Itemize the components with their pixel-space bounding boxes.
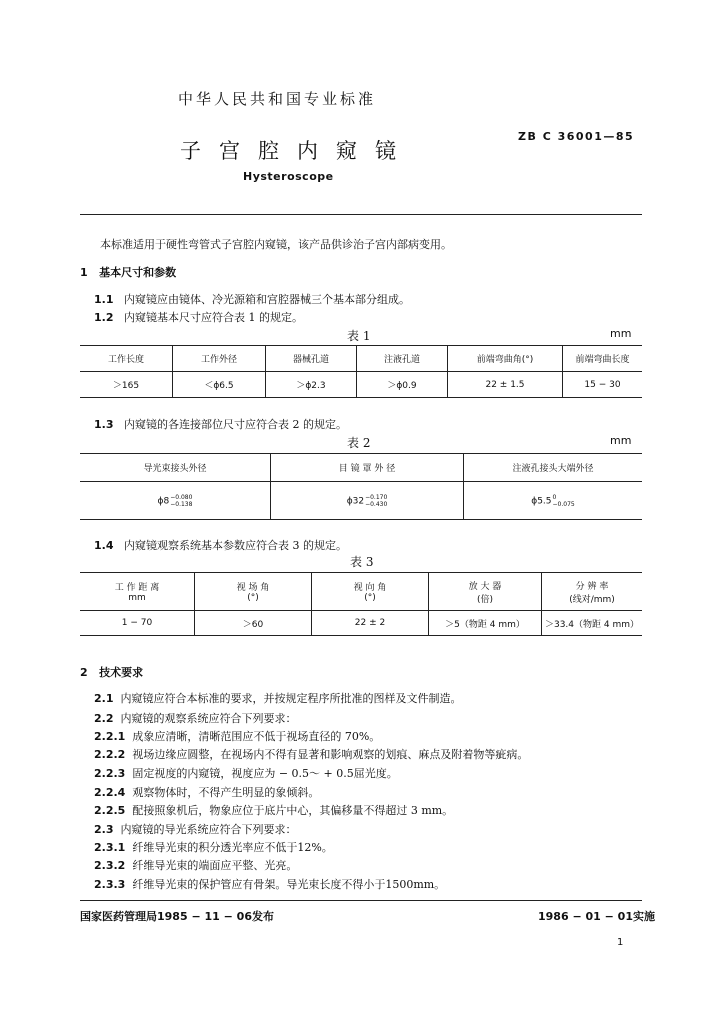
table-cell xyxy=(464,482,643,520)
table-header-cell xyxy=(80,573,195,611)
clause-item xyxy=(94,765,398,781)
table-3-caption: 表 3 xyxy=(350,555,374,569)
intro-paragraph: 本标准适用于硬性弯管式子宫腔内窥镜，该产品供诊治子宫内部病变用。 xyxy=(100,238,452,251)
table-header-cell xyxy=(195,573,312,611)
header-label: 分 辨 率 xyxy=(575,581,609,592)
clause-text: 纤维导光束的积分透光率应不低于12%。 xyxy=(132,841,333,854)
clause-number: 2.2.1 xyxy=(94,730,126,743)
clause-text: 内窥镜基本尺寸应符合表 1 的规定。 xyxy=(124,311,303,324)
table-1-caption: 表 1 xyxy=(347,329,371,343)
clause-number: 2.3.2 xyxy=(94,859,126,872)
lower-deviation: −0.075 xyxy=(552,500,575,508)
clause-text: 配接照象机后，物象应位于底片中心，其偏移量不得超过 3 mm。 xyxy=(132,804,454,817)
table-1 xyxy=(80,345,642,398)
clause-text: 内窥镜的观察系统应符合下列要求： xyxy=(120,712,297,725)
clause-item xyxy=(94,690,462,706)
clause-text: 纤维导光束的保护管应有骨架。导光束长度不得小于1500mm。 xyxy=(132,878,446,891)
clause-1-4 xyxy=(94,537,347,553)
table-2-caption: 表 2 xyxy=(347,436,371,450)
header-divider xyxy=(80,214,642,215)
table-row xyxy=(80,611,642,636)
header-label: 视 场 角 xyxy=(236,583,270,593)
table-header-row xyxy=(80,573,642,611)
clause-item xyxy=(94,876,445,892)
clause-number: 2.3.1 xyxy=(94,841,126,854)
clause-number: 1.3 xyxy=(94,418,114,431)
table-row xyxy=(80,482,642,520)
clause-item xyxy=(94,710,297,726)
section-2-heading xyxy=(80,664,143,680)
issue-date: 国家医药管理局1985 − 11 − 06发布 xyxy=(80,910,274,923)
table-header-cell: 工作长度 xyxy=(80,346,173,372)
section-number: 2 xyxy=(80,666,88,679)
nominal-diameter: ϕ8 xyxy=(157,496,170,506)
table-1-unit: mm xyxy=(610,327,632,340)
clause-number: 2.2 xyxy=(94,712,114,725)
table-header-cell: 工作外径 xyxy=(173,346,266,372)
section-title: 技术要求 xyxy=(99,666,144,679)
clause-item xyxy=(94,802,453,818)
clause-number: 2.3 xyxy=(94,823,114,836)
table-header-row xyxy=(80,346,642,372)
table-header-cell xyxy=(312,573,429,611)
table-cell xyxy=(271,482,464,520)
tolerance xyxy=(170,494,192,508)
clause-text: 内窥镜的各连接部位尺寸应符合表 2 的规定。 xyxy=(124,418,347,431)
header-unit: (倍) xyxy=(476,594,494,605)
clause-item xyxy=(94,728,380,744)
standard-code: ZB C 36001—85 xyxy=(518,130,635,143)
clause-1-3 xyxy=(94,416,347,432)
table-row xyxy=(80,372,642,398)
table-header-cell xyxy=(429,573,542,611)
clause-item xyxy=(94,839,333,855)
english-title: Hysteroscope xyxy=(243,170,334,183)
clause-number: 2.2.3 xyxy=(94,767,126,780)
tolerance xyxy=(365,494,387,508)
table-cell: ＞165 xyxy=(80,372,173,398)
tolerance xyxy=(553,494,575,508)
clause-text: 内窥镜应由镜体、冷光源箱和宫腔器械三个基本部分组成。 xyxy=(124,293,410,306)
clause-number: 2.2.4 xyxy=(94,786,126,799)
table-cell: ＜ϕ6.5 xyxy=(173,372,266,398)
section-title: 基本尺寸和参数 xyxy=(99,266,177,279)
table-header-cell: 前端弯曲角(°) xyxy=(448,346,563,372)
clause-text: 纤维导光束的端面应平整、光亮。 xyxy=(132,859,298,872)
table-3 xyxy=(80,572,642,636)
clause-text: 固定视度的内窥镜，视度应为 − 0.5～ + 0.5屈光度。 xyxy=(132,767,398,780)
table-2 xyxy=(80,453,642,520)
upper-deviation: −0.170 xyxy=(365,493,388,501)
header-unit: (°) xyxy=(364,593,376,603)
clause-text: 内窥镜应符合本标准的要求，并按规定程序所批准的图样及文件制造。 xyxy=(120,692,462,705)
nominal-diameter: ϕ32 xyxy=(346,496,365,506)
clause-number: 2.1 xyxy=(94,692,114,705)
clause-text: 视场边缘应圆整，在视场内不得有显著和影响观察的划痕、麻点及附着物等疵病。 xyxy=(132,748,529,761)
clause-number: 2.2.2 xyxy=(94,748,126,761)
header-label: 放 大 器 xyxy=(468,581,502,592)
header-unit: (线对/mm) xyxy=(569,594,615,605)
clause-item xyxy=(94,746,528,762)
clause-text: 观察物体时，不得产生明显的象倾斜。 xyxy=(132,786,320,799)
table-cell: ＞5（物距 4 mm） xyxy=(429,611,542,636)
header-unit: (°) xyxy=(247,593,259,603)
table-header-cell: 目 镜 罩 外 径 xyxy=(271,454,464,482)
clause-item xyxy=(94,857,297,873)
effective-date: 1986 − 01 − 01实施 xyxy=(538,910,655,923)
clause-number: 1.1 xyxy=(94,293,114,306)
upper-deviation: −0.080 xyxy=(170,493,193,501)
clause-text: 内窥镜的导光系统应符合下列要求： xyxy=(120,823,297,836)
nominal-diameter: ϕ5.5 xyxy=(531,496,552,506)
clause-1-1 xyxy=(94,291,410,307)
header-label: 视 向 角 xyxy=(353,583,387,593)
table-cell: 22 ± 2 xyxy=(312,611,429,636)
table-cell: ＞ϕ2.3 xyxy=(266,372,357,398)
document-title: 子宫腔内窥镜 xyxy=(180,139,414,163)
table-header-row xyxy=(80,454,642,482)
clause-number: 2.3.3 xyxy=(94,878,126,891)
lower-deviation: −0.430 xyxy=(365,500,388,508)
table-cell: ＞ϕ0.9 xyxy=(357,372,448,398)
table-header-cell: 器械孔道 xyxy=(266,346,357,372)
table-cell: 1 − 70 xyxy=(80,611,195,636)
clause-number: 2.2.5 xyxy=(94,804,126,817)
footer-divider xyxy=(80,900,642,901)
header-unit: mm xyxy=(128,593,146,603)
table-cell: ＞33.4（物距 4 mm） xyxy=(542,611,643,636)
clause-1-2 xyxy=(94,309,303,325)
table-cell xyxy=(80,482,271,520)
table-cell: 15 − 30 xyxy=(563,372,643,398)
table-header-cell xyxy=(542,573,643,611)
clause-item xyxy=(94,821,297,837)
table-header-cell: 注液孔道 xyxy=(357,346,448,372)
section-number: 1 xyxy=(80,266,88,279)
table-2-unit: mm xyxy=(610,434,632,447)
header-label: 工 作 距 离 xyxy=(114,583,160,593)
section-1-heading xyxy=(80,264,176,280)
lower-deviation: −0.138 xyxy=(170,500,193,508)
table-header-cell: 前端弯曲长度 xyxy=(563,346,643,372)
clause-item xyxy=(94,784,319,800)
table-header-cell: 导光束接头外径 xyxy=(80,454,271,482)
table-header-cell: 注液孔接头大端外径 xyxy=(464,454,643,482)
clause-number: 1.4 xyxy=(94,539,114,552)
clause-text: 成象应清晰，清晰范围应不低于视场直径的 70%。 xyxy=(132,730,381,743)
issuing-org-heading: 中华人民共和国专业标准 xyxy=(178,90,377,108)
clause-text: 内窥镜观察系统基本参数应符合表 3 的规定。 xyxy=(124,539,347,552)
upper-deviation: 0 xyxy=(552,493,557,501)
clause-number: 1.2 xyxy=(94,311,114,324)
table-cell: 22 ± 1.5 xyxy=(448,372,563,398)
page-number: 1 xyxy=(617,937,624,948)
table-cell: ＞60 xyxy=(195,611,312,636)
